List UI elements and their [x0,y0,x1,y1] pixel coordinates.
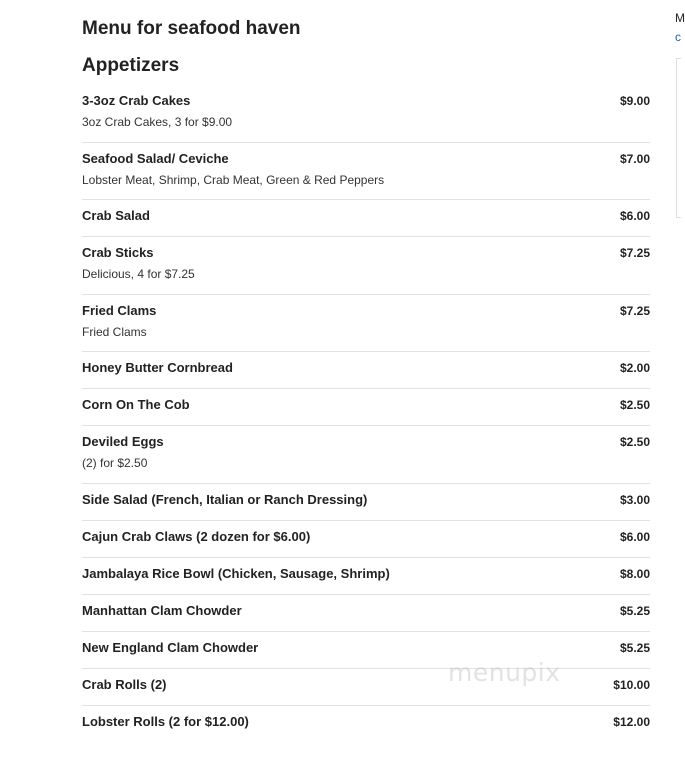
menu-item [82,632,650,669]
menu-item-price: $6.00 [619,209,650,223]
menu-item [82,352,650,389]
menu-item-name: Deviled Eggs [82,434,164,449]
menu-item-name: Seafood Salad/ Ceviche [82,150,229,166]
menu-item [82,595,650,632]
menu-item [82,706,650,743]
menu-item-price: $12.00 [613,714,650,729]
menu-item-name: Fried Clams [82,302,157,318]
menu-item-list [82,85,650,743]
menu-item-description: Fried Clams [82,324,147,339]
menu-item [82,200,650,237]
menu-item-price: $5.25 [619,603,650,618]
menu-item-price: $5.25 [619,640,650,655]
menu-item-price: $3.00 [619,492,650,507]
menu-item [82,237,650,295]
menu-item-description: Lobster Meat, Shrimp, Crab Meat, Green & Red Peppers [82,172,385,187]
menu-item [82,669,650,706]
side-panel-box [676,58,681,218]
menu-item [82,484,650,521]
menu-item-price: $7.00 [619,151,650,166]
menu-item [82,389,650,426]
menu-item-name: Honey Butter Cornbread [82,360,233,375]
menu-item [82,426,650,484]
menu-item-name: Crab Salad [82,208,150,223]
menu-item-description: 3oz Crab Cakes, 3 for $9.00 [82,115,233,129]
menu-item-name: Side Salad (French, Italian or Ranch Dressing) [82,491,368,507]
section-title: Appetizers [82,55,180,76]
menu-item-name: Crab Sticks [82,245,154,260]
page-title: Menu for seafood haven [82,18,301,39]
menu-item-name: New England Clam Chowder [82,639,259,655]
menu-item-price: $6.00 [619,529,650,544]
side-panel [674,0,685,220]
menu-item-price: $2.50 [619,435,650,449]
menu-item [82,558,650,595]
menu-item [82,85,650,143]
menu-item [82,521,650,558]
menu-item-name: Jambalaya Rice Bowl (Chicken, Sausage, Shrimp) [82,565,390,581]
menu-item-name: Corn On The Cob [82,397,190,412]
menu-item-name: 3-3oz Crab Cakes [82,93,191,108]
watermark-logo: menupix [448,658,561,687]
menu-item-name: Cajun Crab Claws (2 dozen for $6.00) [82,528,311,544]
menu-item-price: $10.00 [613,677,650,692]
menu-item-price: $7.25 [619,246,650,260]
menu-item [82,143,650,201]
menu-item [82,295,650,353]
side-panel-link[interactable]: c [675,30,681,44]
menu-item-price: $2.00 [619,361,650,375]
menu-item-name: Lobster Rolls (2 for $12.00) [82,713,249,729]
menu-item-price: $7.25 [619,303,650,318]
side-panel-text: M [675,11,685,25]
menu-item-price: $8.00 [619,566,650,581]
menu-item-price: $9.00 [619,94,650,108]
menu-item-description: (2) for $2.50 [82,456,148,470]
menu-item-name: Manhattan Clam Chowder [82,602,242,618]
menu-item-description: Delicious, 4 for $7.25 [82,267,195,281]
menu-item-price: $2.50 [619,398,650,412]
menu-item-name: Crab Rolls (2) [82,676,167,692]
